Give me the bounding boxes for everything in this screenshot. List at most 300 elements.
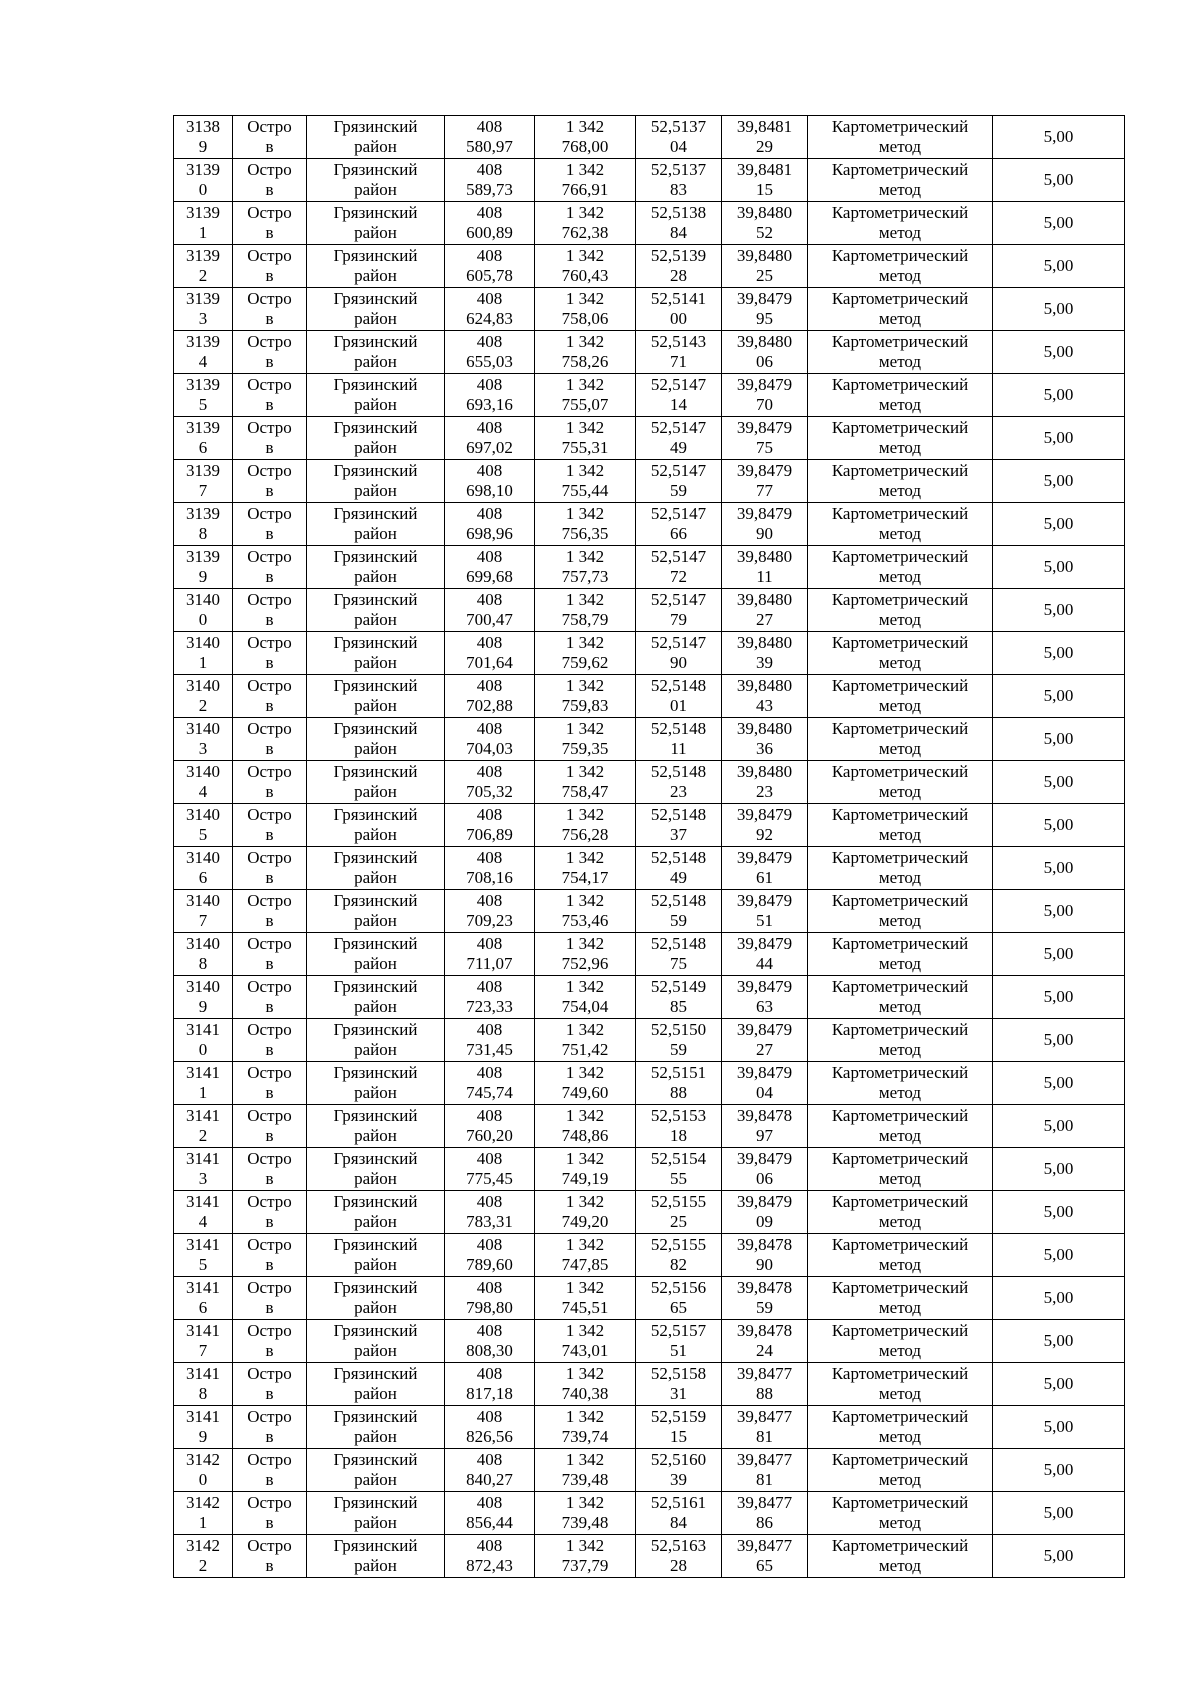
y-coordinate-cell-line: 739,48: [561, 1470, 609, 1489]
point-number-cell: [174, 1148, 233, 1191]
longitude-cell-line: 39,8479: [736, 934, 793, 953]
longitude-cell: [722, 1277, 808, 1320]
y-coordinate-cell-line: 747,85: [561, 1255, 609, 1274]
place-cell-line: Остро: [247, 1321, 292, 1340]
point-number-cell-line: 3141: [186, 1063, 220, 1082]
longitude-cell-line: 39,8478: [736, 1235, 793, 1254]
point-number-cell-line: 1: [198, 653, 208, 672]
x-coordinate-cell-line: 408: [476, 805, 503, 824]
district-cell-line: район: [354, 137, 397, 156]
y-coordinate-cell-line: 1 342: [565, 160, 605, 179]
district-cell: [307, 1148, 445, 1191]
latitude-cell: [636, 460, 722, 503]
method-cell-line: Картометрический: [831, 676, 969, 695]
x-coordinate-cell-line: 605,78: [466, 266, 513, 285]
method-cell-line: Картометрический: [831, 375, 969, 394]
longitude-cell-line: 39,8479: [736, 1020, 793, 1039]
place-cell-line: Остро: [247, 762, 292, 781]
x-coordinate-cell-line: 408: [476, 1321, 503, 1340]
longitude-cell-line: 95: [756, 309, 773, 328]
latitude-cell-line: 75: [670, 954, 687, 973]
latitude-cell-line: 52,5147: [650, 547, 707, 566]
point-number-cell-line: 7: [198, 1341, 208, 1360]
point-number-cell-line: 8: [198, 954, 208, 973]
latitude-cell: [636, 202, 722, 245]
y-coordinate-cell-line: 768,00: [561, 137, 609, 156]
place-cell-line: Остро: [247, 934, 292, 953]
accuracy-cell: 5,00: [993, 503, 1125, 546]
point-number-cell: [174, 116, 233, 159]
point-number-cell: [174, 761, 233, 804]
point-number-cell-line: 9: [198, 1427, 208, 1446]
method-cell: [808, 116, 993, 159]
place-cell-line: в: [265, 309, 274, 328]
table-row: [174, 1449, 1125, 1492]
x-coordinate-cell: [445, 1492, 535, 1535]
latitude-cell-line: 51: [670, 1341, 687, 1360]
longitude-cell-line: 39,8480: [736, 332, 793, 351]
point-number-cell-line: 3138: [186, 117, 220, 136]
method-cell-line: метод: [878, 1556, 922, 1575]
district-cell-line: Грязинский: [333, 418, 418, 437]
district-cell-line: район: [354, 567, 397, 586]
x-coordinate-cell-line: 697,02: [466, 438, 513, 457]
place-cell-line: Остро: [247, 160, 292, 179]
point-number-cell-line: 8: [198, 1384, 208, 1403]
y-coordinate-cell-line: 739,48: [561, 1513, 609, 1532]
district-cell-line: район: [354, 266, 397, 285]
y-coordinate-cell-line: 1 342: [565, 1020, 605, 1039]
point-number-cell-line: 3139: [186, 246, 220, 265]
district-cell-line: Грязинский: [333, 891, 418, 910]
district-cell: [307, 1363, 445, 1406]
place-cell: [233, 159, 307, 202]
latitude-cell-line: 52,5150: [650, 1020, 707, 1039]
longitude-cell-line: 75: [756, 438, 773, 457]
x-coordinate-cell: [445, 675, 535, 718]
place-cell-line: в: [265, 1470, 274, 1489]
y-coordinate-cell: [535, 1191, 636, 1234]
place-cell-line: в: [265, 180, 274, 199]
y-coordinate-cell: [535, 1363, 636, 1406]
longitude-cell-line: 97: [756, 1126, 773, 1145]
district-cell-line: Грязинский: [333, 547, 418, 566]
method-cell-line: метод: [878, 739, 922, 758]
latitude-cell: [636, 288, 722, 331]
district-cell-line: район: [354, 1470, 397, 1489]
longitude-cell-line: 63: [756, 997, 773, 1016]
x-coordinate-cell: [445, 417, 535, 460]
place-cell: [233, 1363, 307, 1406]
y-coordinate-cell-line: 1 342: [565, 633, 605, 652]
method-cell-line: Картометрический: [831, 1278, 969, 1297]
method-cell-line: Картометрический: [831, 418, 969, 437]
longitude-cell-line: 39,8481: [736, 117, 793, 136]
y-coordinate-cell: [535, 503, 636, 546]
longitude-cell: [722, 1062, 808, 1105]
method-cell-line: метод: [878, 653, 922, 672]
latitude-cell-line: 25: [670, 1212, 687, 1231]
district-cell: [307, 589, 445, 632]
district-cell: [307, 288, 445, 331]
x-coordinate-cell-line: 723,33: [466, 997, 513, 1016]
x-coordinate-cell: [445, 632, 535, 675]
x-coordinate-cell: [445, 503, 535, 546]
point-number-cell-line: 2: [198, 1556, 208, 1575]
x-coordinate-cell-line: 408: [476, 1063, 503, 1082]
method-cell: [808, 632, 993, 675]
district-cell-line: Грязинский: [333, 1450, 418, 1469]
longitude-cell-line: 39,8477: [736, 1364, 793, 1383]
y-coordinate-cell-line: 743,01: [561, 1341, 609, 1360]
accuracy-cell: 5,00: [993, 331, 1125, 374]
longitude-cell-line: 15: [756, 180, 773, 199]
x-coordinate-cell-line: 702,88: [466, 696, 513, 715]
district-cell-line: район: [354, 1556, 397, 1575]
district-cell-line: Грязинский: [333, 117, 418, 136]
method-cell-line: метод: [878, 1212, 922, 1231]
district-cell-line: район: [354, 739, 397, 758]
district-cell-line: Грязинский: [333, 1063, 418, 1082]
district-cell-line: Грязинский: [333, 1321, 418, 1340]
place-cell: [233, 933, 307, 976]
longitude-cell: [722, 1535, 808, 1578]
place-cell: [233, 546, 307, 589]
y-coordinate-cell-line: 745,51: [561, 1298, 609, 1317]
y-coordinate-cell-line: 1 342: [565, 1278, 605, 1297]
longitude-cell-line: 39,8477: [736, 1407, 793, 1426]
y-coordinate-cell-line: 749,20: [561, 1212, 609, 1231]
latitude-cell-line: 52,5154: [650, 1149, 707, 1168]
method-cell-line: Картометрический: [831, 1321, 969, 1340]
district-cell: [307, 245, 445, 288]
latitude-cell-line: 00: [670, 309, 687, 328]
method-cell-line: Картометрический: [831, 762, 969, 781]
y-coordinate-cell: [535, 933, 636, 976]
point-number-cell-line: 3140: [186, 805, 220, 824]
y-coordinate-cell-line: 753,46: [561, 911, 609, 930]
latitude-cell: [636, 116, 722, 159]
place-cell-line: Остро: [247, 203, 292, 222]
y-coordinate-cell-line: 1 342: [565, 1063, 605, 1082]
district-cell-line: Грязинский: [333, 633, 418, 652]
latitude-cell: [636, 1449, 722, 1492]
accuracy-cell: 5,00: [993, 1277, 1125, 1320]
latitude-cell: [636, 933, 722, 976]
latitude-cell: [636, 890, 722, 933]
y-coordinate-cell: [535, 976, 636, 1019]
place-cell-line: в: [265, 1040, 274, 1059]
longitude-cell: [722, 718, 808, 761]
longitude-cell: [722, 1019, 808, 1062]
point-number-cell-line: 1: [198, 223, 208, 242]
district-cell-line: район: [354, 653, 397, 672]
y-coordinate-cell-line: 1 342: [565, 375, 605, 394]
longitude-cell-line: 39,8481: [736, 160, 793, 179]
x-coordinate-cell-line: 704,03: [466, 739, 513, 758]
latitude-cell-line: 49: [670, 868, 687, 887]
method-cell-line: Картометрический: [831, 1063, 969, 1082]
latitude-cell-line: 59: [670, 481, 687, 500]
x-coordinate-cell: [445, 202, 535, 245]
district-cell-line: Грязинский: [333, 332, 418, 351]
y-coordinate-cell-line: 1 342: [565, 117, 605, 136]
method-cell-line: Картометрический: [831, 461, 969, 480]
point-number-cell: [174, 675, 233, 718]
method-cell: [808, 1449, 993, 1492]
method-cell: [808, 1363, 993, 1406]
method-cell-line: метод: [878, 1083, 922, 1102]
latitude-cell-line: 52,5148: [650, 719, 707, 738]
place-cell-line: в: [265, 395, 274, 414]
method-cell: [808, 1191, 993, 1234]
place-cell: [233, 1019, 307, 1062]
place-cell-line: в: [265, 1212, 274, 1231]
longitude-cell-line: 39,8480: [736, 246, 793, 265]
x-coordinate-cell-line: 711,07: [466, 954, 513, 973]
latitude-cell: [636, 761, 722, 804]
accuracy-cell: 5,00: [993, 116, 1125, 159]
y-coordinate-cell-line: 1 342: [565, 590, 605, 609]
method-cell-line: метод: [878, 1513, 922, 1532]
accuracy-cell: 5,00: [993, 1148, 1125, 1191]
table-body: [174, 116, 1125, 1578]
point-number-cell-line: 0: [198, 1040, 208, 1059]
y-coordinate-cell: [535, 417, 636, 460]
y-coordinate-cell-line: 1 342: [565, 1321, 605, 1340]
place-cell: [233, 718, 307, 761]
method-cell-line: Картометрический: [831, 1020, 969, 1039]
method-cell-line: метод: [878, 1255, 922, 1274]
place-cell-line: Остро: [247, 246, 292, 265]
place-cell-line: Остро: [247, 375, 292, 394]
longitude-cell-line: 61: [756, 868, 773, 887]
method-cell-line: Картометрический: [831, 719, 969, 738]
latitude-cell: [636, 331, 722, 374]
accuracy-cell: 5,00: [993, 933, 1125, 976]
point-number-cell-line: 3139: [186, 203, 220, 222]
method-cell-line: метод: [878, 1341, 922, 1360]
point-number-cell-line: 3139: [186, 504, 220, 523]
y-coordinate-cell-line: 1 342: [565, 1536, 605, 1555]
point-number-cell: [174, 1191, 233, 1234]
x-coordinate-cell-line: 408: [476, 590, 503, 609]
method-cell: [808, 847, 993, 890]
latitude-cell-line: 01: [670, 696, 687, 715]
x-coordinate-cell-line: 789,60: [466, 1255, 513, 1274]
latitude-cell-line: 52,5137: [650, 117, 707, 136]
method-cell: [808, 1062, 993, 1105]
method-cell: [808, 761, 993, 804]
latitude-cell-line: 52,5155: [650, 1192, 707, 1211]
longitude-cell: [722, 1105, 808, 1148]
x-coordinate-cell: [445, 1449, 535, 1492]
x-coordinate-cell: [445, 374, 535, 417]
district-cell-line: Грязинский: [333, 1364, 418, 1383]
point-number-cell-line: 3: [198, 739, 208, 758]
point-number-cell-line: 3139: [186, 461, 220, 480]
district-cell-line: Грязинский: [333, 1407, 418, 1426]
latitude-cell-line: 52,5163: [650, 1536, 707, 1555]
y-coordinate-cell: [535, 589, 636, 632]
y-coordinate-cell: [535, 1277, 636, 1320]
longitude-cell: [722, 1320, 808, 1363]
place-cell-line: в: [265, 137, 274, 156]
method-cell: [808, 1535, 993, 1578]
x-coordinate-cell: [445, 1535, 535, 1578]
longitude-cell-line: 39,8480: [736, 676, 793, 695]
accuracy-cell: 5,00: [993, 1535, 1125, 1578]
x-coordinate-cell-line: 408: [476, 676, 503, 695]
district-cell-line: район: [354, 1083, 397, 1102]
accuracy-cell: 5,00: [993, 1019, 1125, 1062]
district-cell-line: район: [354, 1255, 397, 1274]
y-coordinate-cell: [535, 675, 636, 718]
x-coordinate-cell: [445, 159, 535, 202]
x-coordinate-cell-line: 408: [476, 1020, 503, 1039]
y-coordinate-cell-line: 1 342: [565, 1106, 605, 1125]
x-coordinate-cell-line: 408: [476, 1278, 503, 1297]
accuracy-cell: 5,00: [993, 1406, 1125, 1449]
accuracy-cell: 5,00: [993, 546, 1125, 589]
latitude-cell-line: 39: [670, 1470, 687, 1489]
method-cell: [808, 546, 993, 589]
district-cell-line: Грязинский: [333, 977, 418, 996]
point-number-cell: [174, 890, 233, 933]
point-number-cell-line: 3139: [186, 375, 220, 394]
x-coordinate-cell-line: 408: [476, 1149, 503, 1168]
method-cell-line: Картометрический: [831, 547, 969, 566]
longitude-cell-line: 39,8478: [736, 1321, 793, 1340]
district-cell-line: район: [354, 610, 397, 629]
method-cell: [808, 1320, 993, 1363]
y-coordinate-cell-line: 1 342: [565, 934, 605, 953]
longitude-cell-line: 36: [756, 739, 773, 758]
point-number-cell-line: 3140: [186, 891, 220, 910]
point-number-cell: [174, 1019, 233, 1062]
latitude-cell-line: 88: [670, 1083, 687, 1102]
longitude-cell: [722, 632, 808, 675]
district-cell: [307, 847, 445, 890]
latitude-cell-line: 52,5139: [650, 246, 707, 265]
y-coordinate-cell-line: 1 342: [565, 246, 605, 265]
method-cell-line: метод: [878, 1427, 922, 1446]
method-cell-line: метод: [878, 954, 922, 973]
district-cell: [307, 1406, 445, 1449]
point-number-cell-line: 9: [198, 137, 208, 156]
point-number-cell-line: 7: [198, 481, 208, 500]
y-coordinate-cell-line: 1 342: [565, 203, 605, 222]
longitude-cell-line: 90: [756, 1255, 773, 1274]
latitude-cell: [636, 1191, 722, 1234]
x-coordinate-cell-line: 408: [476, 1364, 503, 1383]
method-cell: [808, 1105, 993, 1148]
method-cell-line: метод: [878, 1126, 922, 1145]
place-cell: [233, 890, 307, 933]
x-coordinate-cell-line: 589,73: [466, 180, 513, 199]
district-cell-line: район: [354, 911, 397, 930]
method-cell-line: метод: [878, 1384, 922, 1403]
point-number-cell: [174, 976, 233, 1019]
method-cell-line: метод: [878, 567, 922, 586]
x-coordinate-cell-line: 624,83: [466, 309, 513, 328]
method-cell-line: метод: [878, 1169, 922, 1188]
latitude-cell: [636, 1535, 722, 1578]
latitude-cell-line: 28: [670, 1556, 687, 1575]
point-number-cell-line: 3140: [186, 762, 220, 781]
method-cell-line: Картометрический: [831, 590, 969, 609]
place-cell-line: в: [265, 1427, 274, 1446]
method-cell-line: Картометрический: [831, 805, 969, 824]
accuracy-cell: 5,00: [993, 288, 1125, 331]
longitude-cell: [722, 159, 808, 202]
district-cell-line: Грязинский: [333, 1020, 418, 1039]
x-coordinate-cell: [445, 460, 535, 503]
latitude-cell-line: 52,5143: [650, 332, 707, 351]
longitude-cell: [722, 976, 808, 1019]
method-cell-line: метод: [878, 266, 922, 285]
accuracy-cell: 5,00: [993, 761, 1125, 804]
place-cell-line: в: [265, 1556, 274, 1575]
method-cell-line: метод: [878, 1040, 922, 1059]
y-coordinate-cell-line: 762,38: [561, 223, 609, 242]
latitude-cell: [636, 1019, 722, 1062]
district-cell: [307, 202, 445, 245]
latitude-cell-line: 52,5147: [650, 504, 707, 523]
latitude-cell-line: 52,5149: [650, 977, 707, 996]
table-row: [174, 202, 1125, 245]
district-cell-line: Грязинский: [333, 461, 418, 480]
point-number-cell: [174, 546, 233, 589]
longitude-cell: [722, 1492, 808, 1535]
x-coordinate-cell: [445, 1148, 535, 1191]
point-number-cell-line: 3139: [186, 289, 220, 308]
place-cell-line: Остро: [247, 1149, 292, 1168]
table-row: [174, 1191, 1125, 1234]
latitude-cell-line: 49: [670, 438, 687, 457]
latitude-cell: [636, 1148, 722, 1191]
place-cell: [233, 632, 307, 675]
longitude-cell-line: 39,8479: [736, 891, 793, 910]
method-cell-line: Картометрический: [831, 1235, 969, 1254]
point-number-cell-line: 8: [198, 524, 208, 543]
point-number-cell-line: 5: [198, 825, 208, 844]
longitude-cell-line: 88: [756, 1384, 773, 1403]
method-cell: [808, 675, 993, 718]
longitude-cell-line: 39,8478: [736, 1278, 793, 1297]
place-cell-line: Остро: [247, 117, 292, 136]
method-cell-line: метод: [878, 997, 922, 1016]
longitude-cell-line: 77: [756, 481, 773, 500]
longitude-cell-line: 44: [756, 954, 773, 973]
point-number-cell-line: 3141: [186, 1278, 220, 1297]
longitude-cell: [722, 761, 808, 804]
y-coordinate-cell-line: 1 342: [565, 848, 605, 867]
district-cell-line: район: [354, 438, 397, 457]
latitude-cell: [636, 1277, 722, 1320]
y-coordinate-cell-line: 1 342: [565, 461, 605, 480]
place-cell: [233, 1277, 307, 1320]
point-number-cell: [174, 1320, 233, 1363]
longitude-cell: [722, 546, 808, 589]
x-coordinate-cell: [445, 288, 535, 331]
accuracy-cell: 5,00: [993, 1320, 1125, 1363]
y-coordinate-cell: [535, 632, 636, 675]
place-cell-line: в: [265, 653, 274, 672]
x-coordinate-cell-line: 408: [476, 633, 503, 652]
place-cell-line: в: [265, 524, 274, 543]
latitude-cell: [636, 1105, 722, 1148]
